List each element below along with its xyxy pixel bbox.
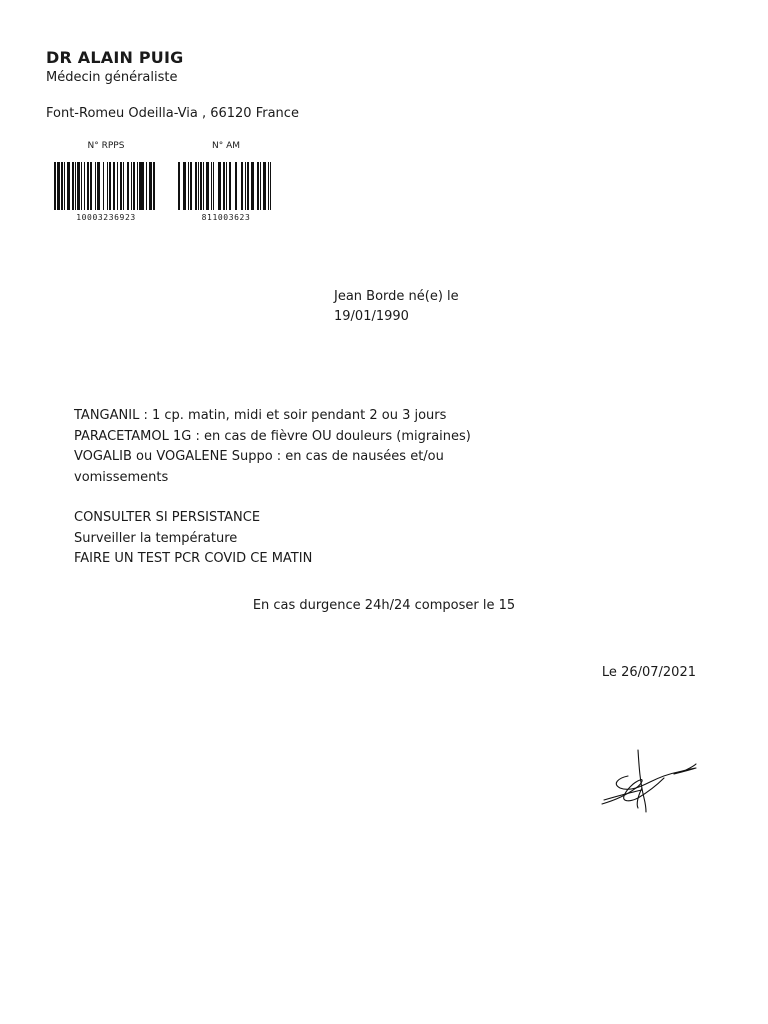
- patient-birthdate: 19/01/1990: [334, 309, 409, 324]
- prescription-date: Le 26/07/2021: [601, 665, 696, 680]
- am-barcode: [178, 162, 282, 210]
- doctor-specialty: Médecin généraliste: [46, 70, 178, 85]
- prescription-line: PARACETAMOL 1G : en cas de fièvre OU douleurs (migraines): [74, 428, 471, 444]
- instruction-line: CONSULTER SI PERSISTANCE: [74, 510, 261, 525]
- prescription-line: vomissements: [74, 469, 169, 485]
- instructions-list: [74, 508, 312, 570]
- doctor-address: Font-Romeu Odeilla-Via , 66120 France: [46, 106, 299, 121]
- doctor-name: DR ALAIN PUIG: [46, 48, 184, 67]
- rpps-barcode: [54, 162, 158, 210]
- patient-block: [334, 287, 459, 327]
- rpps-label: N° RPPS: [87, 141, 125, 151]
- instruction-line: FAIRE UN TEST PCR COVID CE MATIN: [74, 551, 313, 566]
- signature-image: [598, 748, 700, 818]
- prescription-list: [74, 406, 471, 488]
- am-number: 811003623: [201, 213, 251, 222]
- patient-name-line: Jean Borde né(e) le: [334, 289, 459, 304]
- prescription-line: VOGALIB ou VOGALENE Suppo : en cas de nausées et/ou: [74, 449, 444, 464]
- prescription-line: TANGANIL : 1 cp. matin, midi et soir pendant 2 ou 3 jours: [74, 408, 447, 423]
- rpps-number: 10003236923: [76, 213, 136, 222]
- emergency-notice: En cas durgence 24h/24 composer le 15: [252, 598, 516, 613]
- am-label: N° AM: [211, 141, 240, 151]
- instruction-line: Surveiller la température: [74, 530, 238, 546]
